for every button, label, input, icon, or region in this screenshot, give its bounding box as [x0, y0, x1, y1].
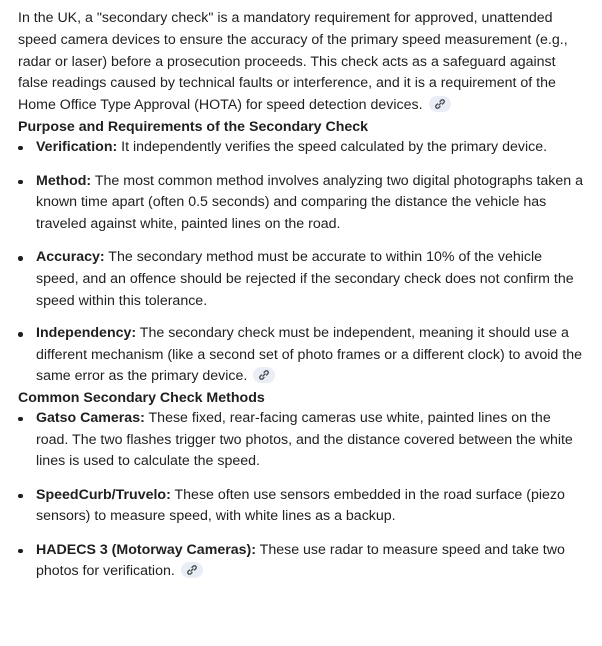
list-item-term: Verification: [36, 138, 118, 155]
list-item-independency [18, 323, 584, 388]
list-item-term: Gatso Cameras: [36, 409, 145, 426]
section-heading-purpose: Purpose and Requirements of the Secondary Check [18, 118, 369, 135]
link-icon [434, 98, 446, 110]
list-item-text: It independently verifies the speed calculated by the primary device. [117, 138, 548, 155]
list-item-text: The secondary method must be accurate to within 10% of the vehicle speed, and an offence should be rejected if the secondary check does not confirm the speed within this tolerance. [36, 249, 574, 309]
list-item-text: The most common method involves analyzing two digital photographs taken a known time apart (often 0.5 seconds) and comparing the distance the vehicle has traveled against white, painted lines on the road. [36, 172, 584, 232]
list-item-hadecs [18, 540, 584, 583]
list-item-text: The secondary check must be independent, meaning it should use a different mechanism (like a second set of photo frames or a different clock) to avoid the same error as the primary device. [36, 325, 582, 385]
list-item-text: These often use sensors embedded in the road surface (piezo sensors) to measure speed, with white lines as a backup. [36, 486, 565, 525]
list-item-method [18, 171, 584, 236]
list-item-verification [18, 137, 584, 159]
intro-paragraph [18, 8, 584, 117]
list-item-term: SpeedCurb/Truvelo: [36, 486, 171, 503]
link-icon [258, 369, 270, 381]
purpose-list [18, 137, 584, 388]
list-item-gatso [18, 408, 584, 473]
list-item-term: Method: [36, 172, 92, 189]
methods-list [18, 408, 584, 583]
list-item-term: Independency: [36, 325, 137, 342]
section-heading-methods: Common Secondary Check Methods [18, 389, 265, 406]
list-item-text: These fixed, rear-facing cameras use white, painted lines on the road. The two flashes trigger two photos, and the distance covered between the white lines is used to calculate the speed. [36, 409, 573, 470]
list-item-term: HADECS 3 (Motorway Cameras): [36, 541, 256, 558]
source-link-chip[interactable] [181, 562, 203, 578]
source-link-chip[interactable] [429, 96, 451, 112]
link-icon [186, 564, 198, 576]
list-item-speedcurb [18, 485, 584, 528]
list-item-text: These use radar to measure speed and take two photos for verification. [36, 541, 565, 580]
list-item-accuracy [18, 247, 584, 312]
source-link-chip[interactable] [253, 367, 275, 383]
list-item-term: Accuracy: [36, 249, 105, 266]
intro-text: In the UK, a "secondary check" is a mandatory requirement for approved, unattended speed camera devices to ensure the accuracy of the primary speed measurement (e.g., radar or laser) before a prosecution proceeds. This check acts as a safeguard against false readings caused by technical faults or interference, and it is a requirement of the Home Office Type Approval (HOTA) for speed detection devices. [18, 10, 568, 114]
